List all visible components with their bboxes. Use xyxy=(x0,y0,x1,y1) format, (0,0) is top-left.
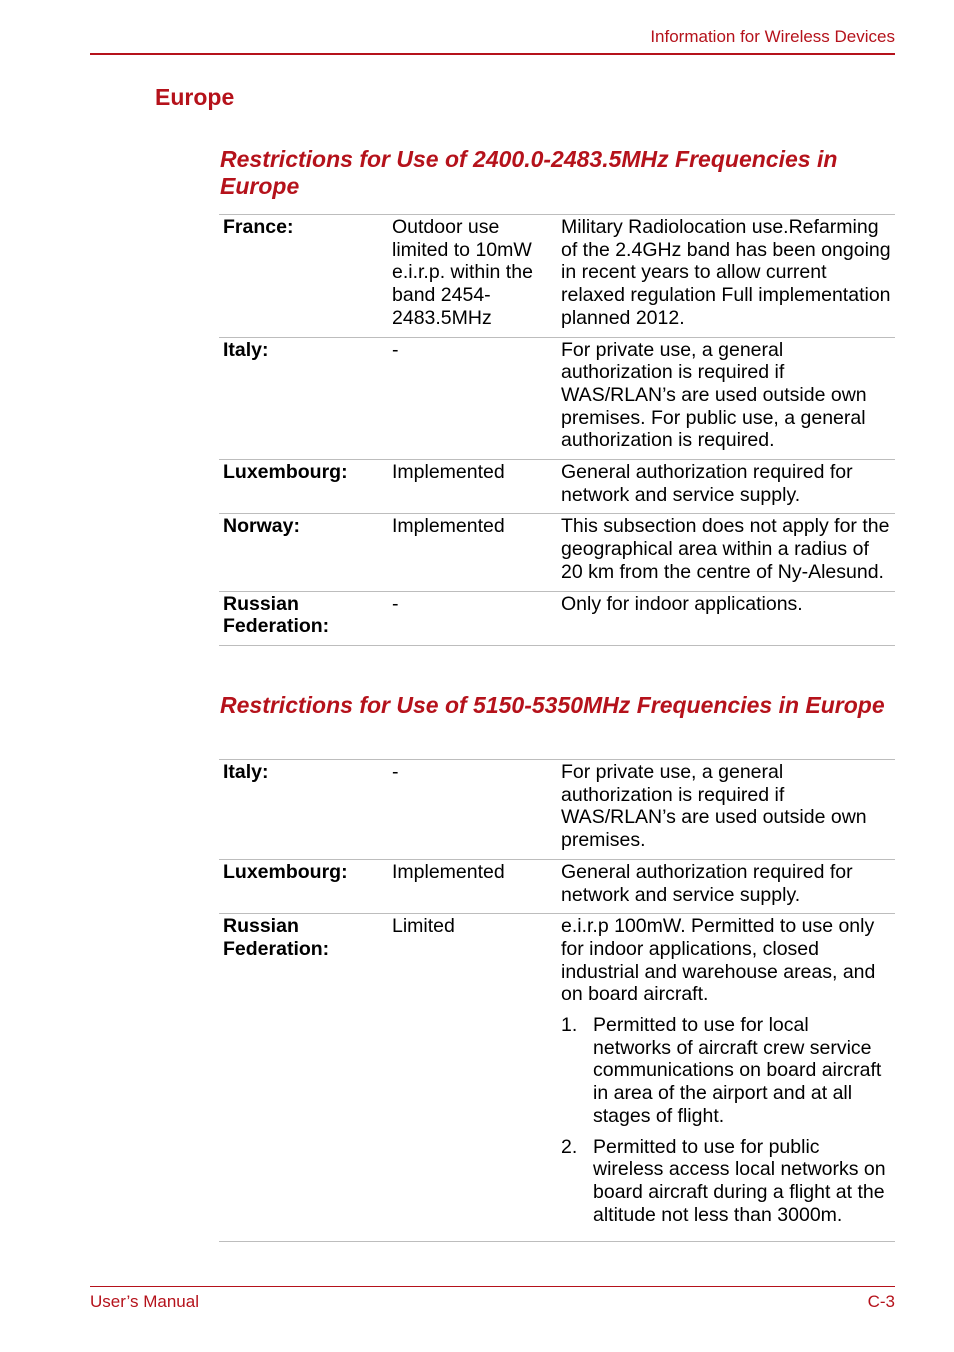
notes-cell: Only for indoor applications. xyxy=(561,592,803,615)
country-cell: Russian Federation: xyxy=(223,915,330,960)
footer-rule xyxy=(90,1286,895,1287)
table-title-2400mhz: Restrictions for Use of 2400.0-2483.5MHz Frequencies in Europe xyxy=(220,146,838,199)
footer-manual-title: User’s Manual xyxy=(90,1292,199,1311)
status-cell: - xyxy=(392,592,399,615)
country-cell: Luxembourg: xyxy=(223,461,348,484)
table-row xyxy=(219,514,895,591)
table-row xyxy=(219,914,895,1242)
notes-cell: This subsection does not apply for the geographical area within a radius of 20 km from the centre of Ny-Alesund. xyxy=(561,515,890,583)
list-item-number: 1. xyxy=(561,1014,578,1037)
list-item-text: Permitted to use for local networks of aircraft crew service communications on board aircraft in area of the airport and at all stages of flight. xyxy=(593,1014,882,1127)
running-header-title: Information for Wireless Devices xyxy=(650,27,895,46)
list-item-number: 2. xyxy=(561,1135,578,1158)
country-cell: Russian Federation: xyxy=(223,592,330,638)
notes-cell xyxy=(557,914,895,1242)
list-item xyxy=(561,1014,891,1128)
table-title-5150mhz: Restrictions for Use of 5150-5350MHz Frequencies in Europe xyxy=(220,692,885,718)
section-title: Europe xyxy=(155,84,235,110)
status-cell: Implemented xyxy=(392,860,505,883)
header-rule xyxy=(90,53,895,55)
notes-cell: For private use, a general authorization is required if WAS/RLAN’s are used outside own premises. For public use, a general authorization is required. xyxy=(561,338,867,452)
table-row xyxy=(219,460,895,514)
restrictions-table-5150mhz xyxy=(219,759,895,1242)
notes-text: e.i.r.p 100mW. Permitted to use only for indoor applications, closed industrial and warehouse areas, and on board aircraft. xyxy=(561,915,876,1006)
country-cell: Italy: xyxy=(223,761,269,783)
permission-list xyxy=(561,1014,891,1226)
country-cell: Norway: xyxy=(223,515,300,538)
table-row xyxy=(219,760,895,860)
table-row xyxy=(219,215,895,338)
list-item xyxy=(561,1136,891,1227)
status-cell: Outdoor use limited to 10mW e.i.r.p. within the band 2454-2483.5MHz xyxy=(392,216,533,329)
list-item-text: Permitted to use for public wireless access local networks on board aircraft during a flight at the altitude not less than 3000m. xyxy=(593,1135,886,1226)
table-row xyxy=(219,591,895,645)
table-row xyxy=(219,859,895,913)
table-row xyxy=(219,337,895,460)
restrictions-table-2400mhz xyxy=(219,214,895,646)
country-cell: France: xyxy=(223,216,294,238)
country-cell: Luxembourg: xyxy=(223,860,348,883)
status-cell: Implemented xyxy=(392,515,505,538)
status-cell: Limited xyxy=(392,915,455,938)
country-cell: Italy: xyxy=(223,338,269,361)
status-cell: Implemented xyxy=(392,461,505,484)
status-cell: - xyxy=(392,761,399,783)
notes-cell: Military Radiolocation use.Refarming of the 2.4GHz band has been ongoing in recent years to allow current relaxed regulation Full implementation planned 2012. xyxy=(561,216,891,329)
page-number: C-3 xyxy=(867,1292,895,1311)
notes-cell: General authorization required for network and service supply. xyxy=(561,860,853,906)
status-cell: - xyxy=(392,338,399,361)
notes-cell: For private use, a general authorization is required if WAS/RLAN’s are used outside own premises. xyxy=(561,761,867,852)
notes-cell: General authorization required for network and service supply. xyxy=(561,461,853,506)
